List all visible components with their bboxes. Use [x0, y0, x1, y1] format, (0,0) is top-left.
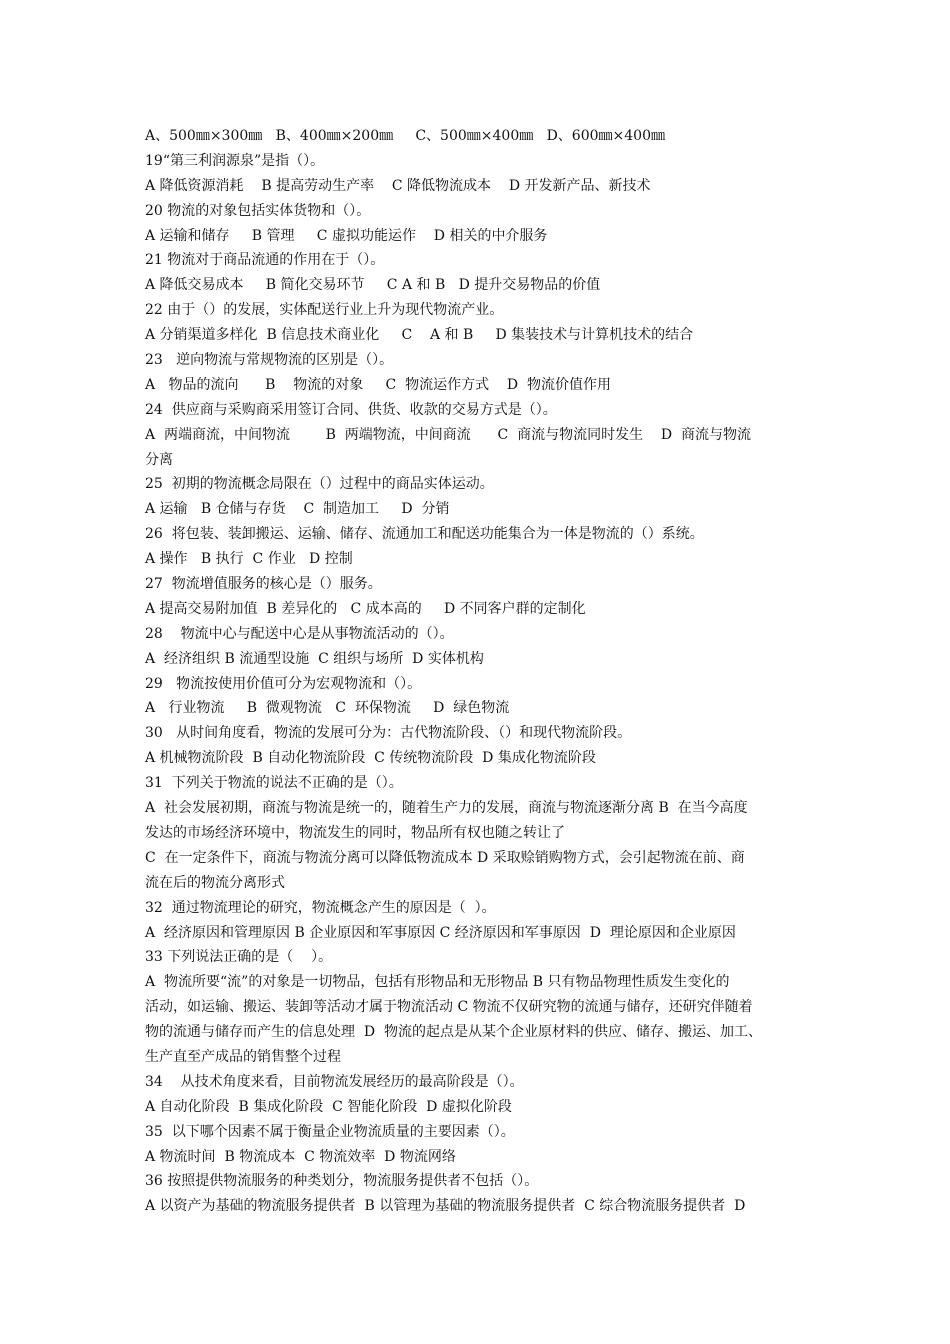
question-line: A 物品的流向 B 物流的对象 C 物流运作方式 D 物流价值作用	[145, 376, 612, 393]
question-line: A 运输和储存 B 管理 C 虚拟功能运作 D 相关的中介服务	[145, 227, 548, 244]
question-line: 物的流通与储存而产生的信息处理 D 物流的起点是从某个企业原材料的供应、储存、搬运、加工、	[145, 1024, 763, 1041]
question-line: A 以资产为基础的物流服务提供者 B 以管理为基础的物流服务提供者 C 综合物流服务提供者 D	[145, 1198, 746, 1215]
question-line: 30 从时间角度看，物流的发展可分为：古代物流阶段、（）和现代物流阶段。	[145, 725, 632, 742]
question-line: A 提高交易附加值 B 差异化的 C 成本高的 D 不同客户群的定制化	[145, 600, 586, 617]
question-line: A 物流所要“流”的对象是一切物品，包括有形物品和无形物品 B 只有物品物理性质发生变化的	[145, 974, 730, 991]
question-line: 生产直至产成品的销售整个过程	[145, 1048, 341, 1065]
question-line: A 运输 B 仓储与存货 C 制造加工 D 分销	[145, 501, 450, 518]
question-line: A 行业物流 B 微观物流 C 环保物流 D 绿色物流	[145, 700, 510, 717]
question-line: A 自动化阶段 B 集成化阶段 C 智能化阶段 D 虚拟化阶段	[145, 1098, 512, 1115]
question-line: 32 通过物流理论的研究，物流概念产生的原因是（ ）。	[145, 899, 496, 916]
question-line: A 社会发展初期，商流与物流是统一的，随着生产力的发展，商流与物流逐渐分离 B 在当今高度	[145, 800, 748, 817]
question-line: 28 物流中心与配送中心是从事物流活动的（）。	[145, 625, 454, 642]
question-line: 分离	[145, 451, 173, 468]
question-line: 33 下列说法正确的是（ ）。	[145, 949, 333, 966]
question-line: 29 物流按使用价值可分为宏观物流和（）。	[145, 675, 422, 692]
question-line: 20 物流的对象包括实体货物和（）。	[145, 202, 371, 219]
question-line: A 降低资源消耗 B 提高劳动生产率 C 降低物流成本 D 开发新产品、新技术	[145, 177, 651, 194]
question-line: 22 由于（）的发展，实体配送行业上升为现代物流产业。	[145, 302, 504, 319]
question-line: A、500㎜×300㎜ B、400㎜×200㎜ C、500㎜×400㎜ D、600㎜×400㎜	[145, 128, 665, 144]
document-page	[145, 124, 815, 1219]
question-line: A 物流时间 B 物流成本 C 物流效率 D 物流网络	[145, 1148, 456, 1165]
question-line: 27 物流增值服务的核心是（）服务。	[145, 576, 382, 593]
question-line: A 经济原因和管理原因 B 企业原因和军事原因 C 经济原因和军事原因 D 理论原因和企业原因	[145, 924, 736, 941]
question-line: A 降低交易成本 B 简化交易环节 C A 和 B D 提升交易物品的价值	[145, 277, 601, 294]
question-line: 25 初期的物流概念局限在（）过程中的商品实体运动。	[145, 476, 494, 493]
question-line: 26 将包装、装卸搬运、运输、储存、流通加工和配送功能集合为一体是物流的（）系统。	[145, 526, 704, 543]
question-line: 19“第三利润源泉”是指（）。	[145, 152, 325, 169]
question-line: 21 物流对于商品流通的作用在于（）。	[145, 252, 385, 269]
question-line: C 在一定条件下，商流与物流分离可以降低物流成本 D 采取赊销购物方式，会引起物流在前、商	[145, 849, 745, 866]
question-line: 31 下列关于物流的说法不正确的是（）。	[145, 775, 403, 792]
question-line: 23 逆向物流与常规物流的区别是（）。	[145, 352, 394, 369]
question-line: A 分销渠道多样化 B 信息技术商业化 C A 和 B D 集装技术与计算机技术的结合	[145, 327, 694, 344]
question-line: 流在后的物流分离形式	[145, 874, 285, 891]
question-line: A 机械物流阶段 B 自动化物流阶段 C 传统物流阶段 D 集成化物流阶段	[145, 750, 596, 767]
question-line: 35 以下哪个因素不属于衡量企业物流质量的主要因素（）。	[145, 1123, 515, 1140]
question-line: A 经济组织 B 流通型设施 C 组织与场所 D 实体机构	[145, 650, 484, 667]
question-line: 发达的市场经济环境中，物流发生的同时，物品所有权也随之转让了	[145, 824, 565, 841]
question-line: A 两端商流，中间物流 B 两端物流，中间商流 C 商流与物流同时发生 D 商流与物流	[145, 426, 752, 443]
question-line: 24 供应商与采购商采用签订合同、供货、收款的交易方式是（）。	[145, 401, 557, 418]
question-line: 活动，如运输、搬运、装卸等活动才属于物流活动 C 物流不仅研究物的流通与储存，还研究伴随着	[145, 999, 753, 1016]
question-line: 36 按照提供物流服务的种类划分，物流服务提供者不包括（）。	[145, 1173, 539, 1190]
question-line: A 操作 B 执行 C 作业 D 控制	[145, 551, 353, 568]
question-line: 34 从技术角度来看，目前物流发展经历的最高阶段是（）。	[145, 1073, 524, 1090]
